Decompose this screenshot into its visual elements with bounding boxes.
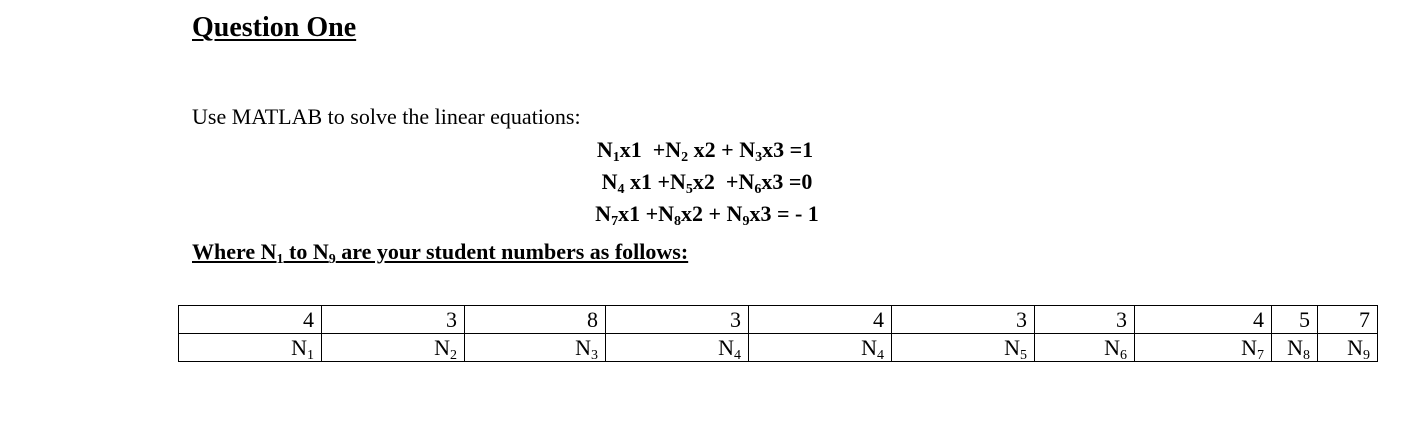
value-cell: 7 bbox=[1318, 306, 1378, 334]
label-base: N bbox=[434, 334, 450, 360]
eq2-term-a: N bbox=[601, 169, 618, 194]
instruction-text: Use MATLAB to solve the linear equations: bbox=[192, 104, 581, 129]
table-row-labels bbox=[179, 334, 1378, 362]
label-cell bbox=[465, 334, 606, 362]
eq1-term-b: x1 +N bbox=[619, 137, 682, 162]
eq3-term-b: x1 +N bbox=[618, 201, 674, 226]
value-cell: 3 bbox=[606, 306, 749, 334]
value-cell: 4 bbox=[179, 306, 322, 334]
label-cell bbox=[179, 334, 322, 362]
eq3-term-c: x2 + N bbox=[681, 201, 743, 226]
student-numbers-table bbox=[178, 305, 1378, 362]
eq2-term-c: x2 +N bbox=[692, 169, 755, 194]
label-base: N bbox=[1347, 334, 1363, 360]
value-cell: 3 bbox=[322, 306, 465, 334]
value-cell: 4 bbox=[1135, 306, 1272, 334]
eq3-sub-a: 7 bbox=[611, 214, 619, 229]
eq2-term-d: x3 =0 bbox=[761, 169, 813, 194]
label-base: N bbox=[1104, 334, 1120, 360]
value-cell: 5 bbox=[1272, 306, 1318, 334]
label-cell bbox=[606, 334, 749, 362]
where-part-3: are your student numbers as follows: bbox=[335, 239, 689, 264]
eq3-sub-b: 8 bbox=[674, 214, 681, 229]
label-sub: 7 bbox=[1257, 347, 1264, 363]
eq1-term-a: N bbox=[596, 137, 613, 162]
label-cell bbox=[892, 334, 1035, 362]
eq1-term-d: x3 =1 bbox=[762, 137, 814, 162]
eq3-term-d: x3 = - 1 bbox=[749, 201, 819, 226]
label-cell bbox=[749, 334, 892, 362]
eq3-sub-c: 9 bbox=[742, 214, 750, 229]
equation-1 bbox=[0, 136, 1412, 164]
label-base: N bbox=[1241, 334, 1257, 360]
eq1-term-c: x2 + N bbox=[688, 137, 756, 162]
label-sub: 9 bbox=[1363, 347, 1370, 363]
equation-2 bbox=[0, 168, 1414, 196]
label-base: N bbox=[291, 334, 307, 360]
eq1-sub-c: 3 bbox=[755, 150, 763, 165]
label-cell bbox=[1272, 334, 1318, 362]
label-sub: 4 bbox=[734, 347, 741, 363]
eq2-sub-a: 4 bbox=[617, 182, 625, 197]
where-sub-1: 1 bbox=[276, 252, 284, 267]
where-sub-2: 9 bbox=[328, 252, 336, 267]
where-part-1: Where N bbox=[192, 239, 277, 264]
value-cell: 3 bbox=[1035, 306, 1135, 334]
label-sub: 2 bbox=[450, 347, 457, 363]
label-base: N bbox=[575, 334, 591, 360]
label-cell bbox=[322, 334, 465, 362]
equation-3 bbox=[0, 200, 1414, 228]
table-row-values bbox=[179, 306, 1378, 334]
value-cell: 8 bbox=[465, 306, 606, 334]
label-base: N bbox=[861, 334, 877, 360]
label-cell bbox=[1135, 334, 1272, 362]
label-sub: 4 bbox=[877, 347, 884, 363]
eq2-term-b: x1 +N bbox=[624, 169, 686, 194]
where-statement bbox=[192, 238, 688, 266]
label-sub: 3 bbox=[591, 347, 598, 363]
label-base: N bbox=[1287, 334, 1303, 360]
eq3-term-a: N bbox=[595, 201, 612, 226]
where-part-2: to N bbox=[283, 239, 329, 264]
label-sub: 1 bbox=[307, 347, 314, 363]
label-sub: 5 bbox=[1020, 347, 1027, 363]
label-cell bbox=[1035, 334, 1135, 362]
label-cell bbox=[1318, 334, 1378, 362]
value-cell: 3 bbox=[892, 306, 1035, 334]
label-sub: 8 bbox=[1303, 347, 1310, 363]
value-cell: 4 bbox=[749, 306, 892, 334]
eq2-sub-c: 6 bbox=[754, 182, 762, 197]
label-base: N bbox=[1004, 334, 1020, 360]
label-base: N bbox=[718, 334, 734, 360]
label-sub: 6 bbox=[1120, 347, 1127, 363]
question-title: Question One bbox=[192, 12, 357, 43]
eq1-sub-a: 1 bbox=[612, 150, 620, 165]
eq2-sub-b: 5 bbox=[685, 182, 693, 197]
eq1-sub-b: 2 bbox=[681, 150, 689, 165]
